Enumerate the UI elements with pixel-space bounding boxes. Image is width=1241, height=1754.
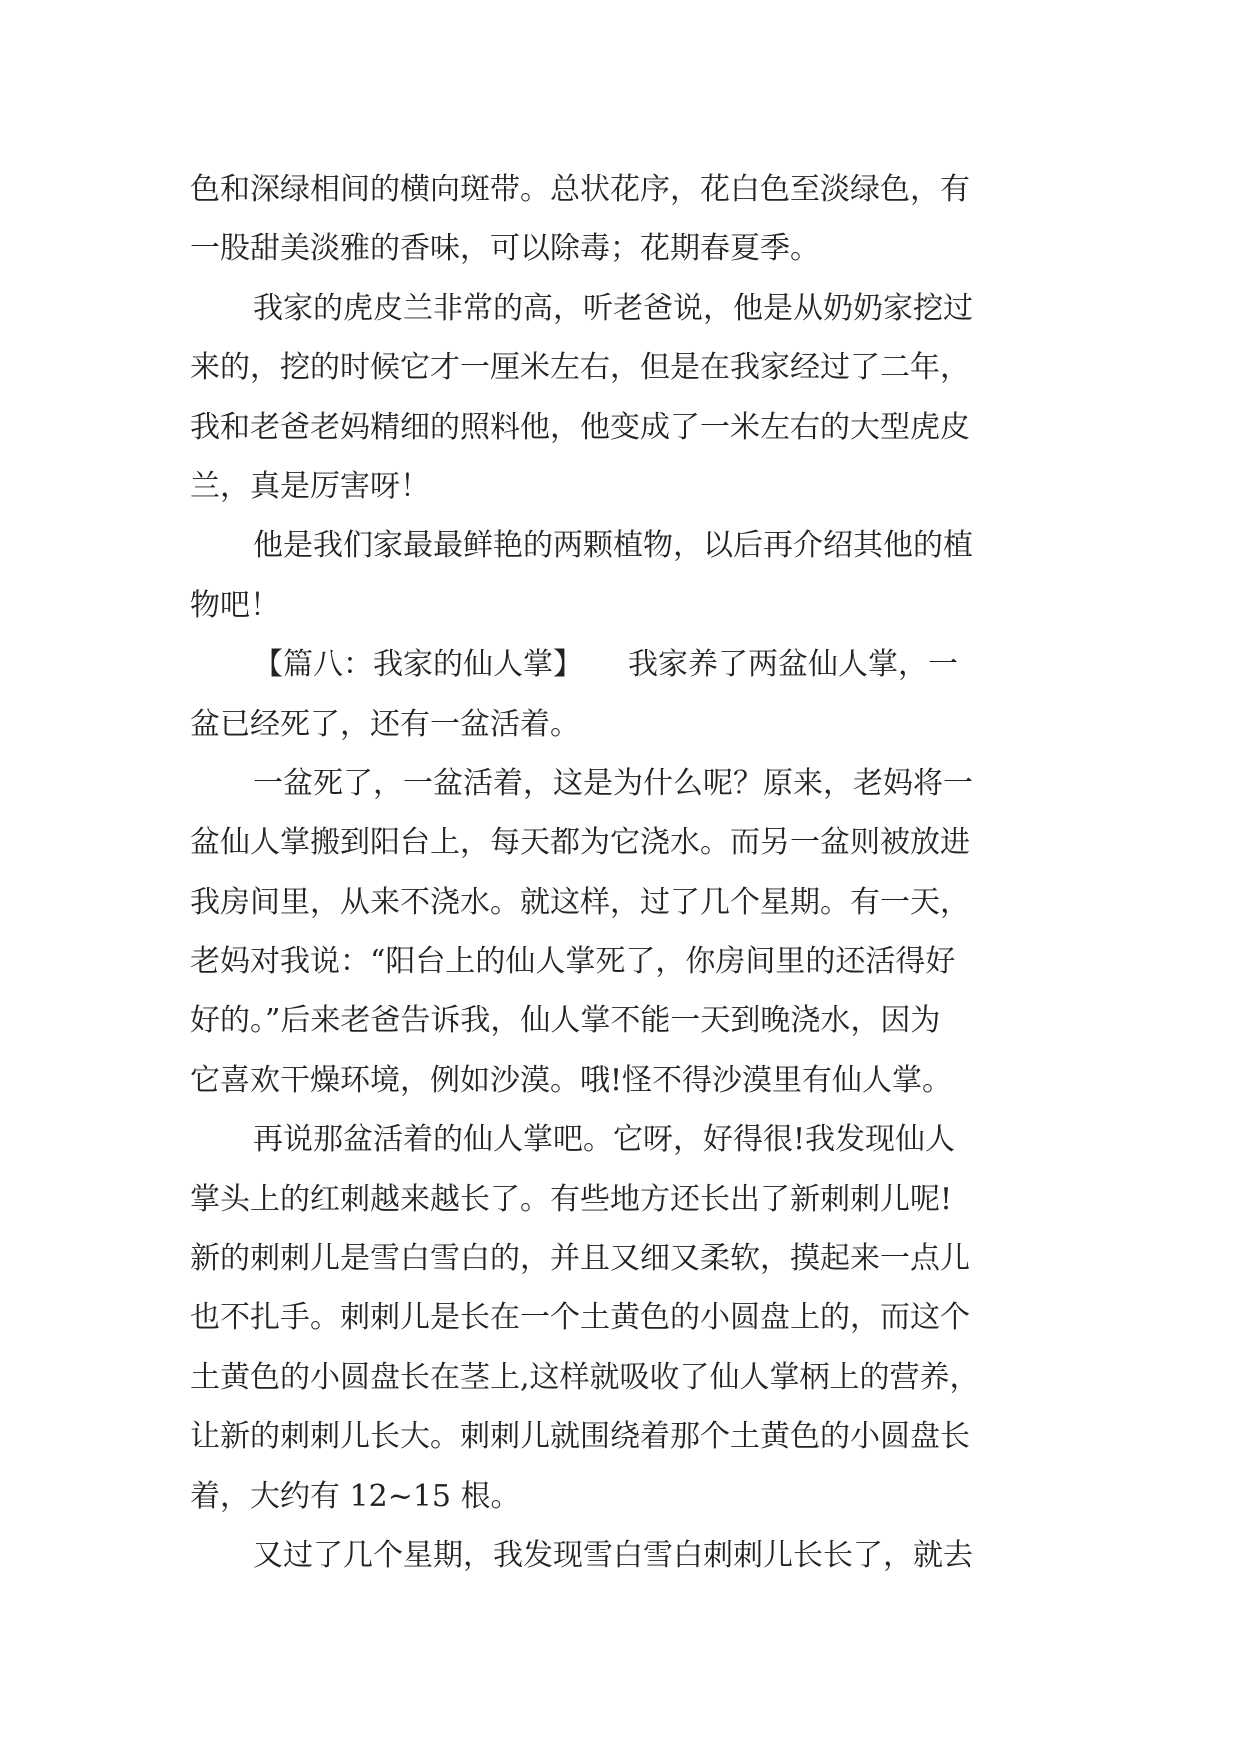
text-line: 物吧！ bbox=[190, 587, 280, 623]
text-line: 盆已经死了，还有一盆活着。 bbox=[190, 706, 580, 742]
text-line: 来的，挖的时候它才一厘米左右，但是在我家经过了二年， bbox=[190, 350, 970, 386]
section-heading-line: 【篇八：我家的仙人掌】 我家养了两盆仙人掌，一 bbox=[253, 647, 958, 683]
text-line: 盆仙人掌搬到阳台上，每天都为它浇水。而另一盆则被放进 bbox=[190, 825, 970, 861]
text-line: 老妈对我说：“阳台上的仙人掌死了，你房间里的还活得好 bbox=[190, 944, 956, 980]
text-line: 让新的刺刺儿长大。刺刺儿就围绕着那个土黄色的小圆盘长 bbox=[190, 1419, 970, 1455]
text-line: 又过了几个星期，我发现雪白雪白刺刺儿长长了，就去 bbox=[253, 1537, 973, 1573]
text-line: 土黄色的小圆盘长在茎上,这样就吸收了仙人掌柄上的营养， bbox=[190, 1359, 980, 1395]
text-line: 掌头上的红刺越来越长了。有些地方还长出了新刺刺儿呢! bbox=[190, 1181, 953, 1217]
text-line: 好的。”后来老爸告诉我，仙人掌不能一天到晚浇水，因为 bbox=[190, 1003, 941, 1039]
text-line: 新的刺刺儿是雪白雪白的，并且又细又柔软，摸起来一点儿 bbox=[190, 1241, 970, 1277]
text-line: 我房间里，从来不浇水。就这样，过了几个星期。有一天， bbox=[190, 884, 970, 920]
text-line: 一盆死了，一盆活着，这是为什么呢？原来，老妈将一 bbox=[253, 765, 973, 801]
text-line: 我和老爸老妈精细的照料他，他变成了一米左右的大型虎皮 bbox=[190, 409, 970, 445]
text-line: 它喜欢干燥环境，例如沙漠。哦!怪不得沙漠里有仙人掌。 bbox=[190, 1062, 953, 1098]
text-line: 着，大约有 12~15 根。 bbox=[190, 1478, 521, 1514]
text-line: 也不扎手。刺刺儿是长在一个土黄色的小圆盘上的，而这个 bbox=[190, 1300, 970, 1336]
document-page bbox=[190, 160, 1050, 1585]
text-line: 色和深绿相间的横向斑带。总状花序，花白色至淡绿色，有 bbox=[190, 172, 970, 207]
text-line: 我家的虎皮兰非常的高，听老爸说，他是从奶奶家挖过 bbox=[253, 290, 973, 326]
text-line: 一股甜美淡雅的香味，可以除毒；花期春夏季。 bbox=[190, 231, 820, 267]
text-line: 他是我们家最最鲜艳的两颗植物，以后再介绍其他的植 bbox=[253, 528, 973, 564]
text-line: 兰，真是厉害呀！ bbox=[190, 468, 430, 504]
text-line: 再说那盆活着的仙人掌吧。它呀，好得很!我发现仙人 bbox=[253, 1122, 956, 1158]
